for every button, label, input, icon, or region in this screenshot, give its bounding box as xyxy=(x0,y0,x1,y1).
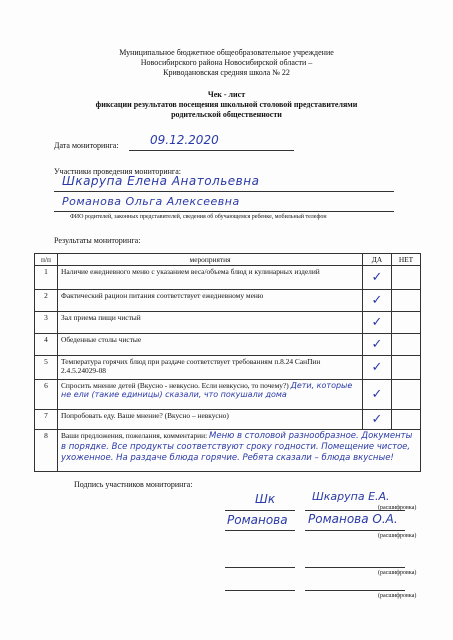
organization-header xyxy=(0,48,453,78)
table-row: 1 Наличие ежедневного меню с указанием веса/объема блюд и кулинарных изделий ✓ xyxy=(35,266,421,290)
date-line xyxy=(129,150,294,151)
header-num: п/п xyxy=(35,254,58,266)
participant-2: Романова Ольга Алексеевна xyxy=(62,195,240,208)
children-opinion-answer: Дети, которые не ели (такие единицы) сказали, что покушали дома xyxy=(61,381,353,399)
signature-2-name-line xyxy=(305,530,405,531)
table-row: 3 Зал приема пищи чистый ✓ xyxy=(35,312,421,334)
table-header-row xyxy=(35,254,421,266)
check-mark-icon: ✓ xyxy=(371,315,383,330)
signatures-label: Подпись участников мониторинга: xyxy=(74,480,193,489)
header-item: мероприятия xyxy=(58,254,363,266)
signature-3-caption: (расшифровка) xyxy=(378,570,417,576)
date-label: Дата мониторинга: xyxy=(54,141,119,150)
table-row: 2 Фактический рацион питания соответствует ежедневному меню ✓ xyxy=(35,290,421,312)
table-row: 8 Ваши предложения, пожелания, комментарии: Меню в столовой разнообразное. Документы в порядке. Все продукты соответствуют сроку годности. Помещение чистое, ухоженное. На раздаче блюда горячие. Ребята сказали – блюда вкусные! xyxy=(35,430,421,472)
signature-4-name-line xyxy=(305,590,405,591)
org-line-2: Новосибирского района Новосибирской области – xyxy=(140,58,313,67)
check-mark-icon: ✓ xyxy=(371,387,383,402)
signature-2-name: Романова О.А. xyxy=(308,512,398,526)
date-value: 09.12.2020 xyxy=(150,133,219,147)
check-mark-icon: ✓ xyxy=(371,293,383,308)
check-mark-icon: ✓ xyxy=(371,270,383,285)
table-row: 6 Спросить мнение детей (Вкусно - невкусно. Если невкусно, то почему?) Дети, которые не ели (такие единицы) сказали, что покушали дома ✓ xyxy=(35,380,421,410)
check-mark-icon: ✓ xyxy=(371,337,383,352)
participants-label: Участники проведения мониторинга: xyxy=(54,167,181,176)
table-row: 4 Обеденные столы чистые ✓ xyxy=(35,334,421,356)
table-row: 5 Температура горячих блюд при раздаче соответствует требованиям п.8.24 СанПин 2.4.5.24029-08 ✓ xyxy=(35,356,421,380)
signature-2-caption: (расшифровка) xyxy=(378,533,417,539)
signature-4-line xyxy=(225,590,295,591)
header-yes: ДА xyxy=(363,254,392,266)
signature-2-line xyxy=(225,530,295,531)
document-subtitle: фиксации результатов посещения школьной столовой представителями родительской общественности xyxy=(95,100,358,119)
signature-1-caption: (расшифровка) xyxy=(378,505,417,511)
results-label: Результаты мониторинга: xyxy=(54,236,141,245)
check-mark-icon: ✓ xyxy=(371,412,383,427)
signature-1-mark: Шк xyxy=(255,492,276,506)
monitoring-table xyxy=(34,253,421,472)
signature-2-mark: Романова xyxy=(227,513,288,527)
participant-1-line xyxy=(54,191,394,192)
participant-2-line xyxy=(54,211,394,212)
signature-1-line xyxy=(225,510,295,511)
document-title: Чек - лист xyxy=(207,90,246,99)
participant-1: Шкарупа Елена Анатольевна xyxy=(62,174,260,188)
table-row: 7 Попробовать еду. Ваше мнение? (Вкусно – невкусно) ✓ xyxy=(35,410,421,430)
signature-1-name: Шкарупа Е.А. xyxy=(312,490,390,503)
org-line-1: Муниципальное бюджетное общеобразовательное учреждение xyxy=(119,48,334,57)
header-no: НЕТ xyxy=(392,254,421,266)
signature-3-line xyxy=(225,567,295,568)
participants-caption: ФИО родителей, законных представителей, сведения об обучающемся ребенке, мобильный телефон xyxy=(70,214,327,220)
org-line-3: Криводановская средняя школа № 22 xyxy=(163,68,290,77)
check-mark-icon: ✓ xyxy=(371,360,383,375)
signature-3-name-line xyxy=(305,567,405,568)
comments-answer: Меню в столовой разнообразное. Документы в порядке. Все продукты соответствуют сроку годности. Помещение чистое, ухоженное. На раздаче блюда горячие. Ребята сказали – блюда вкусные! xyxy=(61,431,413,463)
signature-4-caption: (расшифровка) xyxy=(378,593,417,599)
